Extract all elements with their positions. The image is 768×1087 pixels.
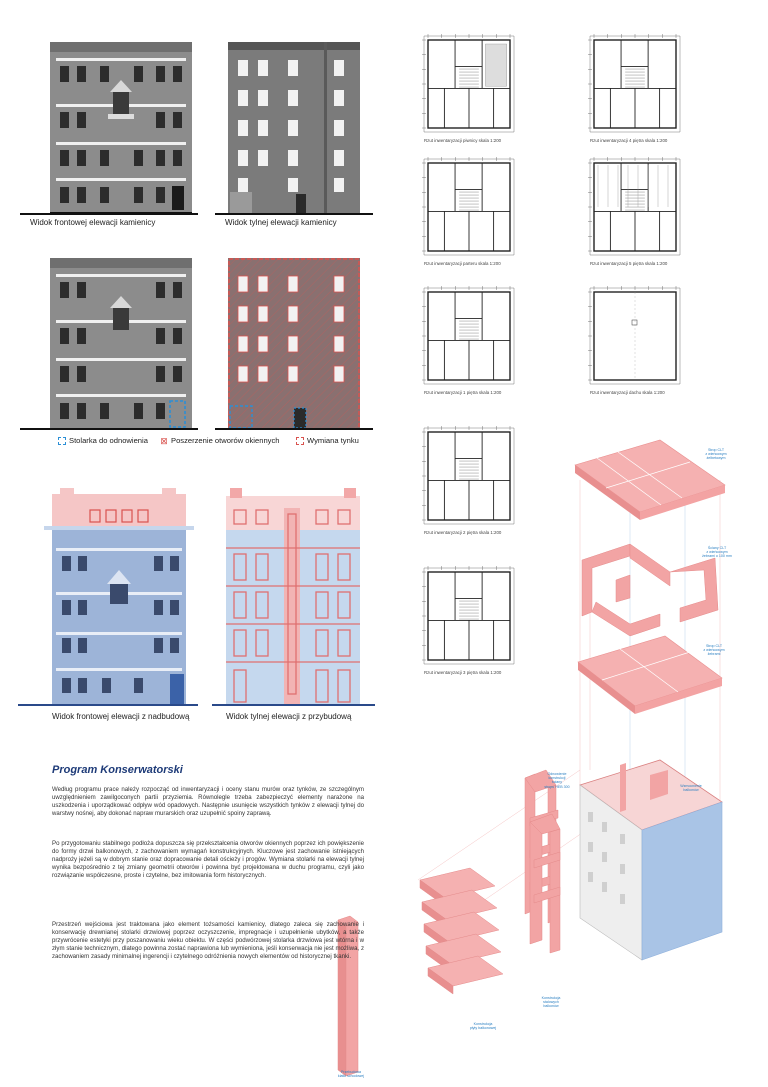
program-paragraph-3: Przestrzeń wejściowa jest traktowana jako element tożsamości kamienicy, dlatego zaleca się zachowanie i konserwację drewnianej stolarki drzwiowej poprzez oczyszczenie, impregnacje i uzupełnienie ubytków, a także przywrócenie estetyki przy poszanowaniu wieku obiektu. W części podwórzowej stolarka drzwiowa jest wtórna i w złym stanie technicznym, dlatego powinna zostać naprawiona lub wymieniona, jeśli konserwacja nie jest możliwa, z zachowaniem zasady minimalnej ingerencji i czytelnego odróżnienia nowych elementów od historycznej tkanki. [52, 921, 364, 961]
floor-plan-caption: Rzut inwentaryzacji 3 piętra skala 1:200 [424, 670, 502, 675]
program-title: Program Konserwatorski [52, 764, 183, 776]
back-extension-caption: Widok tylnej elewacji z przybudową [226, 712, 352, 721]
cross-red-swatch-icon: ⊠ [160, 435, 168, 446]
legend-label: Wymiana tynku [307, 436, 359, 445]
front-elevation-caption: Widok frontowej elewacji kamienicy [30, 218, 156, 227]
note-staircase: Przebudowa klatki schodowej [337, 1070, 365, 1079]
note-clt-walls: Ściany CLT z wieńcowym žebrami o 100 mm [702, 546, 732, 559]
floor-plan [588, 34, 680, 132]
balcony-plates [420, 868, 503, 994]
back-elevation-caption: Widok tylnej elewacji kamienicy [225, 218, 337, 227]
floor-plan-caption: Rzut inwentaryzacji piwnicy skala 1:200 [424, 138, 502, 143]
note-structure-renew: Odnowienie konstrukcji ściany stropu HEB 300 [544, 772, 570, 789]
note-balcony-reinforce: Wzmocnienie balkonów [680, 784, 702, 793]
front-extension-caption: Widok frontowej elewacji z nadbudową [52, 712, 190, 721]
axonometric-diagram [330, 440, 760, 1080]
note-steel-balcony: Konstrukcja stalowych balkonów [541, 996, 561, 1009]
floor-plan [422, 34, 514, 132]
floor-plan [588, 286, 680, 384]
floor-plan [422, 157, 514, 255]
program-paragraph-2: Po przygotowaniu stabilnego podłoża dopuszcza się przekształcenia otworów okiennych poprzez ich powiększenie do formy drzwi balkonowych, z zachowaniem wymagań konstrukcyjnych. Kluczowe jest zachowanie istniejących nadproży jeżeli są w dobrym stanie oraz dopracowanie detali ościeży i progów. Wymiana stolarki na elewacji tylnej wynika bezpośrednio z tej zmiany geometrii otworów i powinna być projektowana w duchu programu, czyli jako rozwiązanie współczesne, proste i czytelne, bez imitowania form historycznych. [52, 840, 364, 880]
floor-plan [588, 157, 680, 255]
floor-plan [422, 286, 514, 384]
note-balcony-plate: Konstrukcja płyty balkonowej [469, 1022, 497, 1031]
program-paragraph-1: Według programu prace należy rozpocząć od inwentaryzacji i oceny stanu murów oraz tynków, ze szczególnym uwzględnieniem zawilgoconych partii przyziemia. Równolegle trzeba zabezpieczyć elementy narażone na uszkodzenia i uporządkować odpływ wód opadowych. Następnie usunięcie wszystkich tynków z elewacji tylnej do warstwy nośnej, aby dokonać napraw murarskich oraz uzupełnić spoiny zaprawą. [52, 786, 364, 818]
floor-plan-caption: Rzut inwentaryzacji dachu skala 1:200 [590, 390, 665, 395]
floor-plan-caption: Rzut inwentaryzacji 4 piętra skala 1:200 [590, 138, 668, 143]
note-floor-slab: Strop CLT z wieńcowym žebrami [703, 644, 725, 657]
floor-plan-caption: Rzut inwentaryzacji 1 piętra skala 1:200 [424, 390, 502, 395]
floor-plan-caption: Rzut inwentaryzacji 2 piętra skala 1:200 [424, 530, 502, 535]
note-roof-slab: Strop CLT z wieńcowym żelbetowym [705, 448, 727, 461]
legend-label: Stolarka do odnowienia [69, 436, 148, 445]
floor-plan-caption: Rzut inwentaryzacji parteru skala 1:200 [424, 261, 501, 266]
legend-label: Poszerzenie otworów okiennych [171, 436, 280, 445]
floor-plan-caption: Rzut inwentaryzacji 5 piętra skala 1:200 [590, 261, 668, 266]
